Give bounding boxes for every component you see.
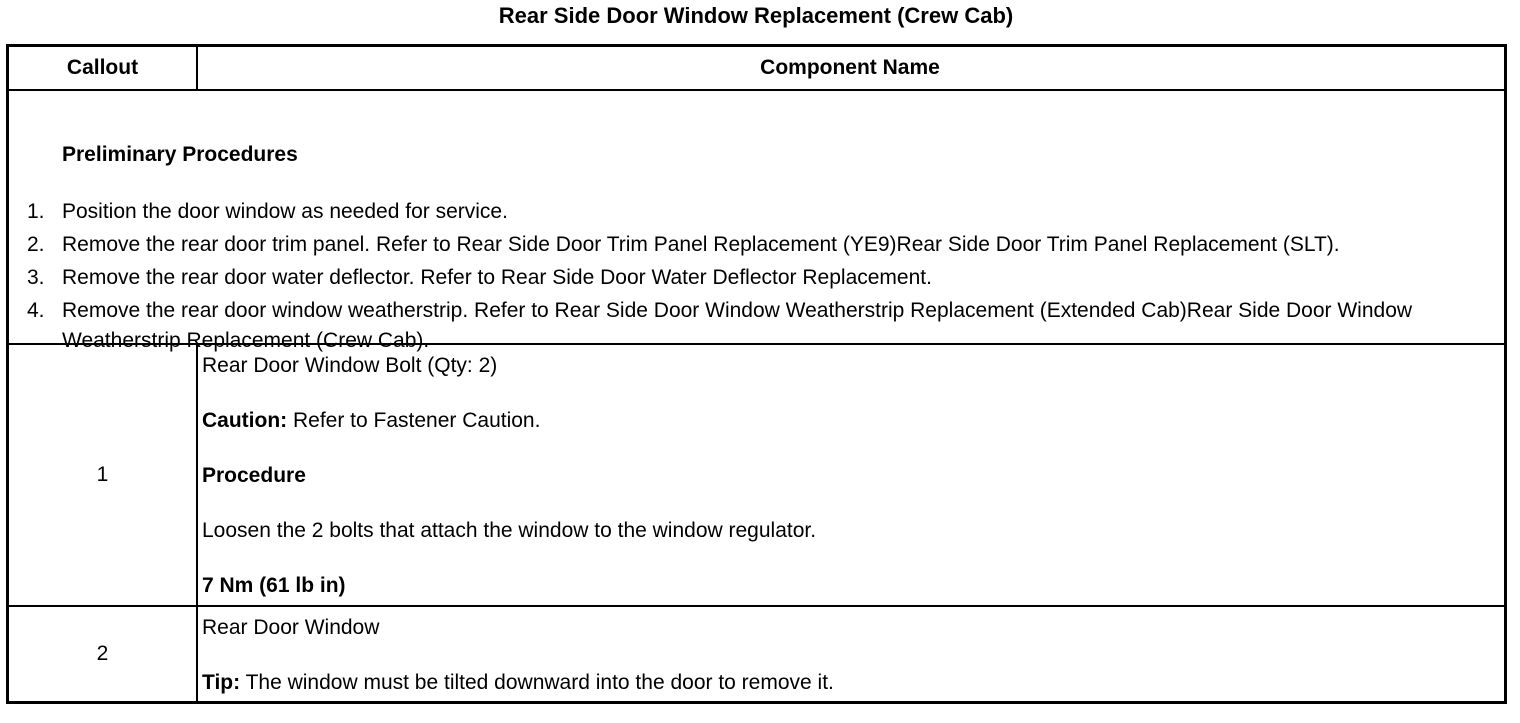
step-number: 4. <box>27 299 45 322</box>
callout-number: 1 <box>9 345 198 605</box>
page-title: Rear Side Door Window Replacement (Crew Cab) <box>498 3 1014 28</box>
table-row <box>9 607 1504 701</box>
callout-number: 2 <box>9 607 198 701</box>
list-item <box>9 230 1504 260</box>
step-text: Remove the rear door trim panel. Refer to Rear Side Door Trim Panel Replacement (YE9)Rear Side Door Trim Panel Replacement (SLT). <box>62 233 1340 256</box>
component-name-header: Component Name <box>760 56 940 79</box>
step-text: Position the door window as needed for service. <box>62 200 508 223</box>
tip-text: The window must be tilted downward into the door to remove it. <box>240 671 834 694</box>
preliminary-steps-list <box>9 197 1504 359</box>
component-content <box>202 351 1494 626</box>
table-row <box>9 345 1504 607</box>
component-content <box>202 613 1494 723</box>
component-name: Rear Door Window Bolt (Qty: 2) <box>202 354 498 377</box>
procedure-text: Loosen the 2 bolts that attach the window to the window regulator. <box>202 519 817 542</box>
preliminary-procedures-row <box>9 91 1504 352</box>
component-table <box>6 44 1507 704</box>
list-item <box>9 263 1504 293</box>
step-text: Remove the rear door window weatherstrip. Refer to Rear Side Door Window Weatherstrip Replacement (Extended Cab)Rear Side Door Window Weatherstrip Replacement (Crew Cab). <box>62 299 1413 352</box>
step-text: Remove the rear door water deflector. Refer to Rear Side Door Water Deflector Replacement. <box>62 266 932 289</box>
step-number: 3. <box>27 266 45 289</box>
callout-header: Callout <box>9 47 198 89</box>
caution-note <box>202 406 1494 436</box>
list-item <box>9 197 1504 227</box>
component-name: Rear Door Window <box>202 616 380 639</box>
tip-label: Tip: <box>202 671 241 694</box>
tip-note <box>202 668 1494 698</box>
preliminary-procedures-title: Preliminary Procedures <box>62 143 298 166</box>
table-header-row <box>9 47 1504 91</box>
torque-spec: 7 Nm (61 lb in) <box>202 574 346 597</box>
step-number: 1. <box>27 200 45 223</box>
caution-text: Refer to Fastener Caution. <box>287 409 541 432</box>
procedure-label: Procedure <box>202 464 306 487</box>
step-number: 2. <box>27 233 45 256</box>
caution-label: Caution: <box>202 409 288 432</box>
